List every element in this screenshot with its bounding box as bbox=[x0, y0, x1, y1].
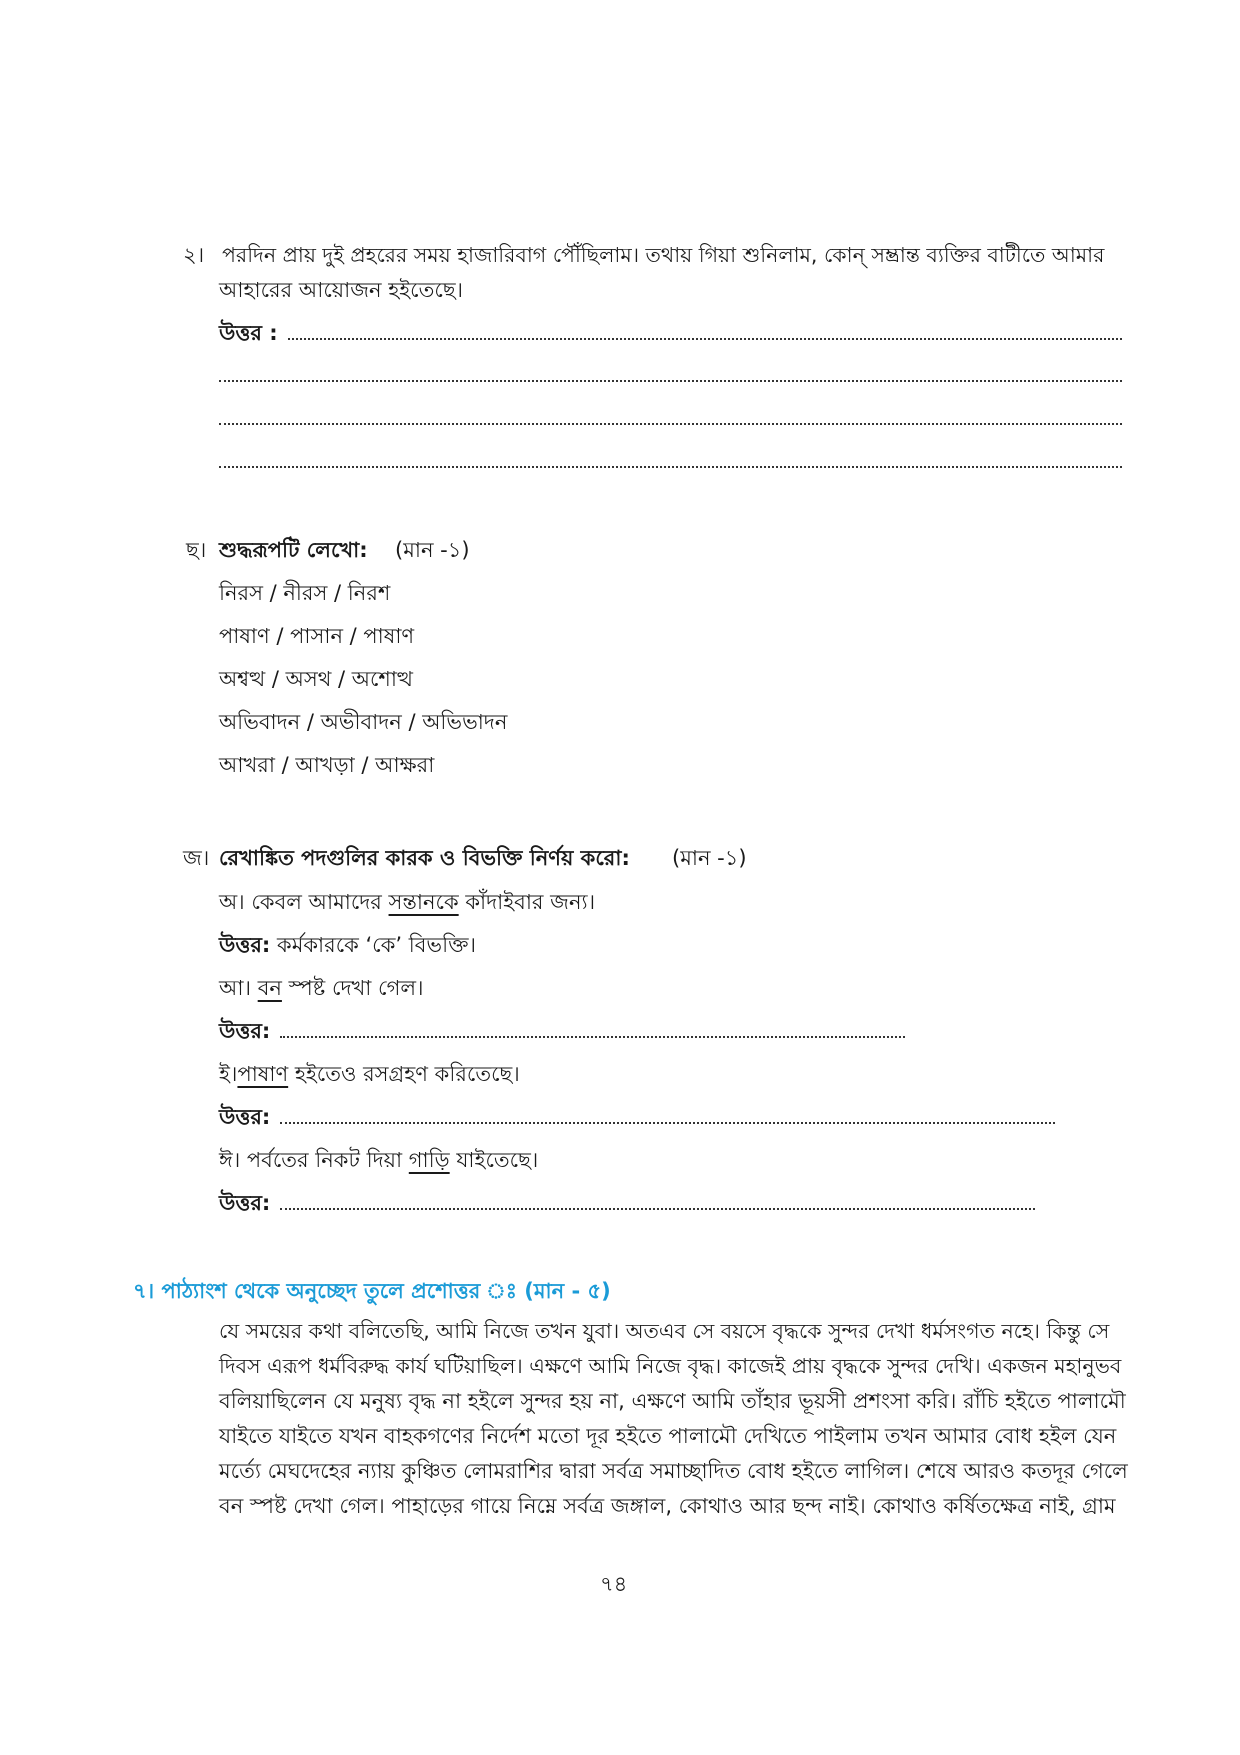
passage-line: বলিয়াছিলেন যে মনুষ্য বৃদ্ধ না হইলে সুন্দর হয় না, এক্ষণে আমি তাঁহার ভূয়সী প্রশংসা করি। রাঁচি হইতে পালামৌ bbox=[219, 1389, 1126, 1413]
underlined-word: বন bbox=[257, 976, 282, 1000]
answer-line[interactable] bbox=[280, 1122, 1055, 1124]
passage-line: মর্ত্যে মেঘদেহের ন্যায় কুঞ্চিত লোমরাশির দ্বারা সর্বত্র সমাচ্ছাদিত বোধ হইতে লাগিল। শেষে আরও কতদূর গেলে bbox=[219, 1459, 1128, 1483]
underlined-word: সন্তানকে bbox=[388, 890, 459, 914]
answer-label: উত্তর: bbox=[219, 1191, 271, 1215]
spelling-option-row: নিরস / নীরস / নিরশ bbox=[219, 581, 391, 605]
passage-line: বন স্পষ্ট দেখা গেল। পাহাড়ের গায়ে নিম্নে সর্বত্র জঙ্গাল, কোথাও আর ছন্দ নাই। কোথাও কর্ষিতক্ষেত্র নাই, গ্রাম bbox=[219, 1494, 1116, 1518]
answer-a: উত্তর: কর্মকারকে ‘কে’ বিভক্তি। bbox=[219, 933, 476, 957]
sentence-a: অ। কেবল আমাদের সন্তানকে কাঁদাইবার জন্য। bbox=[219, 890, 596, 914]
section-chha-marks: (মান -১) bbox=[395, 538, 470, 562]
section-chha-title: শুদ্ধরূপটি লেখো: bbox=[219, 538, 368, 562]
passage-line: যাইতে যাইতে যখন বাহকগণের নির্দেশ মতো দূর হইতে পালামৌ দেখিতে পাইলাম তখন আমার বোধ হইল যেন bbox=[219, 1424, 1117, 1448]
answer-line[interactable] bbox=[219, 380, 1122, 382]
question-2-line-1: পরদিন প্রায় দুই প্রহরের সময় হাজারিবাগ পৌঁছিলাম। তথায় গিয়া শুনিলাম, কোন্ সম্ভ্রান্ত ব্যক্তির বাটীতে আমার bbox=[222, 243, 1105, 267]
answer-label: উত্তর: bbox=[219, 1105, 271, 1129]
spelling-option-row: অভিবাদন / অভীবাদন / অভিভাদন bbox=[219, 710, 508, 734]
question-2-line-2: আহারের আয়োজন হইতেছে। bbox=[219, 278, 464, 302]
answer-line[interactable] bbox=[219, 466, 1122, 468]
answer-line[interactable] bbox=[280, 1208, 1035, 1210]
passage-line: যে সময়ের কথা বলিতেছি, আমি নিজে তখন যুবা। অতএব সে বয়সে বৃদ্ধকে সুন্দর দেখা ধর্মসংগত নহে। কিন্তু সে bbox=[219, 1319, 1110, 1343]
question-2-number: ২। bbox=[183, 243, 205, 267]
sentence-aa: আ। বন স্পষ্ট দেখা গেল। bbox=[219, 976, 424, 1000]
section-7-heading: ৭। পাঠ্যাংশ থেকে অনুচ্ছেদ তুলে প্রশোত্তর ঃ (মান - ৫) bbox=[133, 1279, 611, 1303]
sentence-ii: ঈ। পর্বতের নিকট দিয়া গাড়ি যাইতেছে। bbox=[219, 1148, 539, 1172]
sentence-i: ই।পাষাণ হইতেও রসগ্রহণ করিতেছে। bbox=[219, 1062, 520, 1086]
answer-label: উত্তর : bbox=[219, 321, 278, 345]
spelling-option-row: অশ্বত্থ / অসথ / অশোত্থ bbox=[219, 667, 413, 691]
spelling-option-row: আখরা / আখড়া / আক্ষরা bbox=[219, 753, 435, 777]
passage-line: দিবস এরূপ ধর্মবিরুদ্ধ কার্য ঘটিয়াছিল। এক্ষণে আমি নিজে বৃদ্ধ। কাজেই প্রায় বৃদ্ধকে সুন্দর দেখি। একজন মহানুভব bbox=[219, 1354, 1122, 1378]
underlined-word: পাষাণ bbox=[237, 1062, 289, 1086]
section-ja-title: রেখাঙ্কিত পদগুলির কারক ও বিভক্তি নির্ণয় করো: bbox=[219, 846, 630, 870]
section-chha-number: ছ। bbox=[186, 538, 207, 562]
underlined-word: গাড়ি bbox=[408, 1148, 450, 1172]
answer-line[interactable] bbox=[280, 1036, 905, 1038]
section-ja-marks: (মান -১) bbox=[672, 846, 747, 870]
answer-line[interactable] bbox=[288, 338, 1122, 340]
spelling-option-row: পাষাণ / পাসান / পাষাণ bbox=[219, 624, 415, 648]
answer-line[interactable] bbox=[219, 423, 1122, 425]
answer-label: উত্তর: bbox=[219, 1019, 271, 1043]
page-number: ৭৪ bbox=[600, 1572, 628, 1596]
section-ja-number: জ। bbox=[183, 846, 210, 870]
